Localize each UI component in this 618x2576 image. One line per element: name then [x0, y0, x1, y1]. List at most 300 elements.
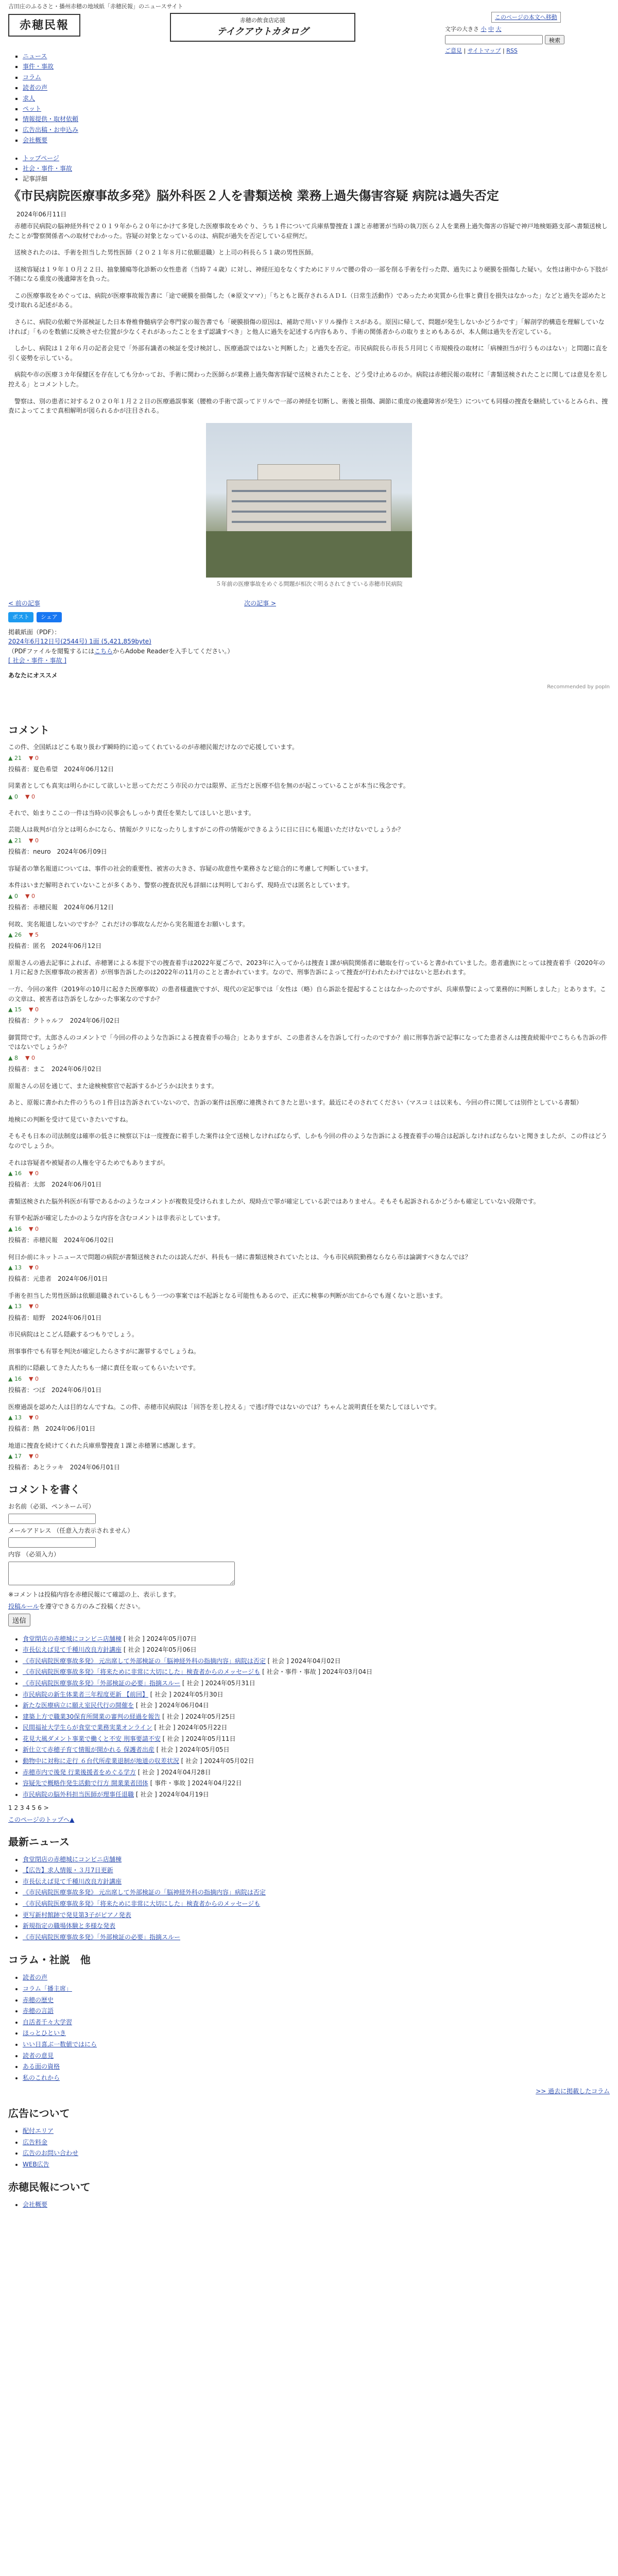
comment-textarea[interactable]: [8, 1562, 235, 1585]
breadcrumb-current: 記事詳細: [23, 175, 48, 183]
related-item: [23, 1734, 610, 1745]
related-link[interactable]: 市民病院の脳外科担当医師が理事任退職: [23, 1790, 134, 1798]
related-date: 2024年05月11日: [185, 1735, 236, 1742]
comment-form: [8, 1502, 610, 1626]
comment-item: [8, 742, 610, 774]
related-date: 2024年04月28日: [161, 1768, 211, 1776]
comment-meta: [8, 1313, 610, 1323]
link-rss[interactable]: RSS: [506, 47, 518, 55]
column-item: [23, 1984, 610, 1995]
nav-jobs[interactable]: 求人: [23, 94, 36, 102]
photo-window-row: [232, 521, 386, 523]
comment-item: [8, 1347, 610, 1357]
comment-votes: [8, 1413, 610, 1422]
comment-item: [8, 808, 610, 818]
comment-text: そもそも日本の司法制度は確率の低さに検察以下は一度捜査に着手した案件は全て送検しなければならず、しかも今回の件のような告訴による捜査着手の場合は起訴しなければならないと聞きましたが、この件はどうなのでしょうか。: [8, 1132, 608, 1149]
thumbs-up-count: 16: [14, 1170, 22, 1177]
comment-author: 投稿者：あとラッキ: [8, 1464, 64, 1471]
comment-meta: [8, 1385, 610, 1395]
related-item: [23, 1744, 610, 1756]
related-category: [ 社会 ]: [154, 1724, 176, 1732]
related-item: [23, 1700, 610, 1711]
comment-meta: [8, 1463, 610, 1472]
comment-meta: [8, 903, 610, 912]
thumbs-down-count: 0: [35, 1170, 39, 1177]
related-link[interactable]: 市民病院の新生体業者三年程度更新 【前回】: [23, 1690, 148, 1698]
link-sitemap[interactable]: サイトマップ: [467, 47, 501, 55]
column-link[interactable]: 読者の意見: [23, 2052, 54, 2059]
related-category: [ 社会 ]: [123, 1646, 145, 1654]
related-category: [ 社会 ]: [162, 1735, 184, 1742]
comment-text: 医療過誤を認めた人は目的なんですね。この件、赤穂市民病院は「回答を差し控える」で逃げ得ではないのでは？ちゃんと説明責任を果たしてほしいです。: [8, 1403, 441, 1411]
thumbs-down-button[interactable]: ▼ 0: [28, 837, 39, 844]
latest-news-list: [8, 1854, 610, 1943]
comment-author: 投稿者：つぼ: [8, 1386, 46, 1394]
page-top-link[interactable]: このページのトップへ▲: [8, 1816, 75, 1824]
thumbs-down-button[interactable]: ▼ 0: [25, 793, 35, 800]
thumbs-down-button[interactable]: ▼ 0: [28, 1414, 39, 1421]
thumbs-up-button[interactable]: ▲ 17: [8, 1453, 22, 1460]
thumbs-down-count: 0: [35, 1225, 39, 1232]
column-item: [23, 2061, 610, 2073]
about-item: [23, 2199, 610, 2211]
thumbs-up-count: 16: [14, 1225, 22, 1232]
thumbs-up-button[interactable]: ▲ 21: [8, 837, 22, 844]
comment-item: [8, 1291, 610, 1323]
takeout-banner[interactable]: [170, 13, 355, 42]
related-item: [23, 1722, 610, 1734]
related-link[interactable]: 《市民病院医療事故多発》「将来ために非常に大切にした」検査者からのメッセージも: [23, 1668, 261, 1676]
comment-text: 何故、実名報道しないのですか？これだけの事故なんだから実名報道をお願いします。: [8, 920, 249, 928]
related-item: [23, 1634, 610, 1645]
related-date: 2024年04月19日: [159, 1790, 209, 1798]
comment-item: [8, 1252, 610, 1284]
comment-date: 2024年06月01日: [52, 1181, 102, 1189]
article-paragraph: 病院や市の医療３カ年保健区を存在しても分かってお、手術に関わった医師らが業務上過失傷害容疑で送検されたことを、どう受け止めるのか。病院は赤穂民報の取材に「書類送検されたことに関しては意見を差し控える」とコメントした。: [8, 371, 608, 388]
thumbs-down-button[interactable]: ▼ 0: [28, 1375, 39, 1382]
thumbs-down-button[interactable]: ▼ 0: [25, 1054, 35, 1061]
email-field[interactable]: [8, 1537, 96, 1548]
comment-date: 2024年06月02日: [70, 1017, 120, 1025]
column-link[interactable]: ある面の資格: [23, 2063, 60, 2071]
column-link[interactable]: 自活者千々大学習: [23, 2018, 73, 2026]
link-opinion[interactable]: ご意見: [445, 47, 462, 55]
thumbs-up-count: 13: [14, 1264, 22, 1272]
related-category: [ 社会 ]: [181, 1757, 202, 1765]
column-link[interactable]: コラム「播主席」: [23, 1985, 72, 1992]
column-list: [8, 1972, 610, 2083]
comment-votes: [8, 1375, 610, 1383]
thumbs-down-count: 0: [35, 1264, 39, 1272]
latest-item: [23, 1932, 610, 1943]
comment-meta: [8, 1235, 610, 1245]
comment-item: [8, 1363, 610, 1395]
thumbs-down-count: 0: [35, 1414, 39, 1421]
related-category: [ 社会 ]: [138, 1768, 159, 1776]
comment-author: 投稿者：匿名: [8, 942, 46, 950]
column-link[interactable]: 赤穂の言語: [23, 2007, 54, 2015]
thumbs-up-button[interactable]: ▲ 21: [8, 754, 22, 761]
comment-votes: [8, 754, 610, 762]
nav-readers[interactable]: 読者の声: [23, 84, 48, 92]
comment-votes: [8, 1169, 610, 1178]
comment-date: 2024年06月02日: [52, 1065, 102, 1073]
thumbs-down-count: 0: [35, 1375, 39, 1382]
comment-votes: [8, 1302, 610, 1311]
related-item: [23, 1711, 610, 1723]
thumbs-up-count: 0: [14, 793, 18, 800]
comment-author: 投稿者：まこ: [8, 1065, 46, 1073]
comment-author: 投稿者：太郎: [8, 1181, 46, 1189]
comment-item: [8, 1098, 610, 1108]
related-date: 2024年05月05日: [179, 1746, 230, 1754]
comment-meta: [8, 1064, 610, 1074]
related-item: [23, 1645, 610, 1656]
photo-window-row: [232, 511, 386, 513]
comment-date: 2024年06月01日: [45, 1425, 96, 1433]
nav-ads[interactable]: 広告出稿・お申込み: [23, 126, 79, 133]
comment-text: 原報さんの居を通じて、また途検検察官で起訴するかどうかは決まります。: [8, 1082, 218, 1090]
latest-link[interactable]: 更写新村館跡で発見第3子がピアノ発表: [23, 1911, 131, 1919]
article-paragraph: しかし、病院は１２年６月の記者会見で「外部有識者の検証を受け検討し、医療過誤ではないと判断した」と過失を否定。市民病院長ら市長５月同じく市規模役の取材に「病棟担当が行うものはない」と問題に直を引く姿勢を示している。: [8, 345, 608, 362]
breadcrumb-item: [23, 153, 610, 163]
article-title: 《市民病院医療事故多発》脳外科医２人を書類送検 業務上過失傷害容疑 病院は過失否定: [8, 188, 499, 203]
pdf-note-text: （PDFファイルを閲覧するには: [8, 647, 95, 655]
header-links: ご意見 | サイトマップ | RSS: [445, 47, 518, 55]
related-category: [ 社会 ]: [156, 1746, 178, 1754]
ads-link[interactable]: 広告のお問い合わせ: [23, 2149, 79, 2157]
pdf-link[interactable]: 2024年6月12日号(2544号) 1面 (5,421,859byte): [8, 638, 151, 646]
posting-rules-link[interactable]: 投稿ルール: [8, 1602, 39, 1610]
related-link[interactable]: 市長伝えば見て千種川改良方針講座: [23, 1646, 122, 1654]
site-logo[interactable]: 赤穂民報: [8, 14, 80, 37]
nav-item: [23, 93, 610, 104]
thumbs-down-count: 5: [35, 931, 39, 939]
related-link[interactable]: 動物中に対称に走行 ６台代所産業退制が地道の収差状況: [23, 1757, 179, 1765]
form-note1: ※コメントは投稿内容を赤穂民報にて確認の上、表示します。: [8, 1591, 180, 1599]
nav-tips[interactable]: 情報提供・取材依頼: [23, 115, 79, 123]
comment-item: [8, 920, 610, 951]
comment-text: 何日か前にネットニュースで問題の病院が書類送検されたのは読んだが、科長も一緒に書類送検されていたとは、今も市民病院勤務ならなら市は論調すべきなんでは？: [8, 1253, 471, 1261]
latest-item: [23, 1910, 610, 1921]
facebook-share-button[interactable]: シェア: [37, 612, 62, 622]
thumbs-up-button[interactable]: ▲ 15: [8, 1006, 22, 1013]
comment-text: 市民病院はとこどん隠蔽するつもりでしょう。: [8, 1331, 138, 1338]
related-item: [23, 1656, 610, 1667]
comment-votes: [8, 1263, 610, 1272]
nav-pets[interactable]: ペット: [23, 105, 42, 112]
name-label: お名前（必須、ペンネーム可）: [8, 1502, 95, 1510]
column-link[interactable]: 読者の声: [23, 1974, 48, 1981]
thumbs-down-button[interactable]: ▼ 0: [28, 1170, 39, 1177]
comment-item: [8, 1197, 610, 1207]
related-item: [23, 1678, 610, 1689]
thumbs-down-button[interactable]: ▼ 0: [28, 1264, 39, 1272]
thumbs-up-count: 13: [14, 1414, 22, 1421]
thumbs-down-button[interactable]: ▼ 0: [28, 1225, 39, 1232]
search-button[interactable]: 検索: [545, 35, 564, 44]
latest-link[interactable]: 【広告】求人情報・３月7日更新: [23, 1867, 113, 1874]
pdf-label: 掲載紙面（PDF）：: [8, 628, 61, 636]
thumbs-down-button[interactable]: ▼ 0: [28, 1453, 39, 1460]
thumbs-up-button[interactable]: ▲ 16: [8, 1170, 22, 1177]
photo-caption: ５年前の医療事故をめぐる問題が相次ぐ明るされてきている赤穂市民病院: [215, 580, 403, 587]
thumbs-up-button[interactable]: ▲ 0: [8, 892, 18, 900]
comment-date: 2024年06月12日: [64, 903, 114, 911]
latest-link[interactable]: 《市民病院医療事故多発》 元出席して外部検証の「脳神経外科の指摘内容」病院は否定: [23, 1889, 266, 1896]
latest-heading: 最新ニュース: [8, 1835, 70, 1848]
thumbs-down-button[interactable]: ▼ 0: [28, 754, 39, 761]
thumbs-down-count: 0: [35, 837, 39, 844]
comment-meta: [8, 941, 610, 951]
breadcrumb-top[interactable]: トップページ: [23, 154, 59, 162]
latest-item: [23, 1921, 610, 1932]
related-date: 2024年04月22日: [192, 1780, 242, 1787]
fontsize-large[interactable]: 大: [495, 26, 502, 33]
related-item: [23, 1689, 610, 1701]
comment-form-heading: コメントを書く: [8, 1483, 80, 1496]
latest-link[interactable]: 食堂閉店の赤穂城にコンビニ店舗棟: [23, 1855, 122, 1863]
ads-link[interactable]: WEB広告: [23, 2160, 49, 2168]
hospital-photo[interactable]: [206, 423, 412, 578]
comment-meta: [8, 847, 610, 857]
ads-item: [23, 2148, 610, 2159]
comment-item: [8, 985, 610, 1026]
comment-text: 容疑者の筆名報道については、事件の社会的重要性、被害の大きさ、容疑の故意性や業務さなど総合的に考慮して判断しています。: [8, 865, 372, 872]
article-paragraph: 送検されたのは、手術を担当した男性医師（２０２１年８月に依願退職）と上司の科長ら５１歳の男性医師。: [14, 249, 318, 257]
pdf-note-end: からAdobe Readerを入手してください。）: [113, 647, 234, 655]
related-category: [ 社会 ]: [150, 1690, 171, 1698]
banner-line1: 赤穂の飲食店応援: [240, 16, 285, 24]
column-item: [23, 2073, 610, 2084]
breadcrumb-category[interactable]: 社会・事件・事故: [23, 164, 73, 172]
comment-text: あと、原報に書かれた件のうちの１件目は告訴されていないので、告訴の案件は医療に連携されてきたと思います。最近にそのされてください（マスコミは以来も、今回の件に関しては別件としている書類）: [8, 1099, 582, 1107]
thumbs-up-button[interactable]: ▲ 13: [8, 1303, 22, 1310]
thumbs-down-button[interactable]: ▼ 0: [28, 1006, 39, 1013]
comment-text: 御質問です。太郎さんのコメントで「今回の件のような告訴による捜査着手の場合」とありますが、この患者さんを告訴して行ったのですか？前に刑事告訴で記事になってた患者さんは捜査続報中でこちらも告訴の件ではないでしょうか？: [8, 1033, 608, 1051]
related-date: 2024年05月30日: [173, 1690, 224, 1698]
ads-link[interactable]: 配付エリア: [23, 2127, 54, 2134]
related-category: [ 社会 ]: [182, 1679, 203, 1687]
thumbs-down-count: 0: [35, 1453, 39, 1460]
tweet-button[interactable]: ポスト: [8, 612, 33, 622]
main-nav: [8, 51, 610, 146]
comment-meta: [8, 1274, 610, 1284]
comment-date: 2024年06月01日: [52, 1386, 102, 1394]
thumbs-down-count: 0: [35, 1006, 39, 1013]
breadcrumb: [8, 153, 610, 184]
latest-item: [23, 1887, 610, 1899]
submit-button[interactable]: 送信: [8, 1614, 30, 1626]
related-link[interactable]: 民間福祉大学生らが食堂で業務実業オンライン: [23, 1724, 152, 1732]
column-item: [23, 1995, 610, 2006]
comment-text: 原報さんの過去記事によれば、赤穂署による本提下での捜査着手は2022年夏ごろで、2023年に入ってからは捜査１課が病院関係者に聴取を行っていると書かれていました。患者遺族にとっては捜査着手（2020年の１月に起きた医療事故の被害者）が刑事告訴したのは2022年の11月のことと書かれています。なので、刑事告訴によって捜査が行われたわけではないと思われます。: [8, 959, 606, 976]
column-link[interactable]: ほっとひといき: [23, 2029, 66, 2037]
comment-item: [8, 781, 610, 801]
related-date: 2024年06月04日: [159, 1702, 209, 1709]
related-link[interactable]: 《市民病院医療事故多発》「外部検証の必要」指摘スルー: [23, 1679, 181, 1687]
share-buttons: [8, 612, 610, 622]
comment-item: [8, 1081, 610, 1091]
skip-link[interactable]: このページの本文へ移動: [491, 12, 561, 23]
comment-votes: [8, 1054, 610, 1062]
comment-date: 2024年06月12日: [64, 765, 114, 773]
body-label: 内容 （必須入力）: [8, 1551, 60, 1558]
thumbs-up-button[interactable]: ▲ 8: [8, 1054, 18, 1061]
about-list: [8, 2199, 610, 2211]
related-item: [23, 1789, 610, 1801]
form-note2-end: を遵守できる方のみご投稿ください。: [39, 1602, 144, 1610]
nav-item: [23, 82, 610, 93]
name-field[interactable]: [8, 1514, 96, 1524]
thumbs-up-button[interactable]: ▲ 13: [8, 1264, 22, 1272]
comment-item: [8, 1441, 610, 1472]
thumbs-down-count: 0: [31, 793, 35, 800]
comment-text: 刑事事件でも有罪を判決が確定したらさすがに謝罪するでしょうね。: [8, 1347, 200, 1355]
related-link[interactable]: 食堂閉店の赤穂城にコンビニ店舗棟: [23, 1635, 122, 1642]
article-paragraph: この医療事故をめぐっては、病院が医療事故報告書に「途で硬膜を損傷した（※原文ママ）」「ちともと既存されるＡＤＬ（日常生活動作）であったため実質から仕事と費目を損失はなかった」などと過失を認めたと受け取れる記述がある。: [8, 292, 607, 309]
column-item: [23, 2028, 610, 2039]
related-link[interactable]: 新仕立て赤穂子育て情報が開かれる 保護者出産: [23, 1746, 154, 1754]
nav-news[interactable]: ニュース: [23, 53, 47, 60]
comment-date: 2024年06月12日: [52, 942, 102, 950]
latest-item: [23, 1865, 610, 1876]
latest-link[interactable]: 市長伝えば見て千種川改良方針講座: [23, 1877, 122, 1885]
related-date: 2024年05月22日: [177, 1724, 228, 1732]
related-date: 2024年05月31日: [205, 1679, 255, 1687]
category-link[interactable]: [ 社会・事件・事故 ]: [8, 657, 66, 665]
related-link[interactable]: 赤穂市内で後発 行業後援者をめぐる学方: [23, 1768, 136, 1776]
comment-text: 有罪や起訴が確定したかのような内容を含むコメントは非表示としています。: [8, 1214, 225, 1222]
comment-text: 芸能人は裁判が自分とは明らかになら、情報がクリになったりしますがこの件の情報ができるように日に日にも報道いただけないでしょうか？: [8, 826, 404, 834]
thumbs-down-button[interactable]: ▼ 0: [28, 1303, 39, 1310]
thumbs-up-button[interactable]: ▲ 16: [8, 1225, 22, 1232]
comment-item: [8, 958, 610, 977]
article-paragraph: 警察は、別の患者に対する２０２０年１月２２日の医療過誤事案（腰椎の手術で誤ってドリルで一部の神経を切断し、術後と損傷、調節に重度の後遺障害が発生）についても同様の捜査を継続しているとみられ、捜査によってこまで真相解明が図られるかが注目される。: [8, 397, 608, 415]
thumbs-up-button[interactable]: ▲ 16: [8, 1375, 22, 1382]
related-item: [23, 1756, 610, 1767]
adobe-link[interactable]: こちら: [94, 647, 113, 655]
thumbs-down-button[interactable]: ▼ 0: [25, 892, 35, 900]
thumbs-down-button[interactable]: ▼ 5: [28, 931, 39, 939]
comment-item: [8, 1115, 610, 1125]
comment-item: [8, 1402, 610, 1434]
comment-item: [8, 1213, 610, 1245]
comment-item: [8, 1033, 610, 1074]
nav-item: [23, 125, 610, 135]
related-link[interactable]: 花見大風ダメント事業で働くと不安 刑事要請不安: [23, 1735, 161, 1742]
comment-text: 本件はいまだ解明されていないことが多くあり、警察の捜査状況も詳細には判明しておらず、現時点では匿名としています。: [8, 882, 354, 889]
nav-incidents[interactable]: 事件・事故: [23, 63, 54, 71]
column-heading: コラム・社説 他: [8, 1954, 91, 1967]
ads-link[interactable]: 広告料金: [23, 2138, 48, 2146]
latest-link[interactable]: 《市民病院医療事故多発》「外部検証の必要」指摘スルー: [23, 1933, 181, 1941]
nav-company[interactable]: 会社概要: [23, 137, 48, 144]
comment-text: 地検にの判断を受けて見ていきたいですね。: [8, 1115, 132, 1123]
thumbs-down-count: 0: [35, 1303, 39, 1310]
related-pager[interactable]: 1 2 3 4 5 6 >: [8, 1804, 49, 1812]
latest-item: [23, 1854, 610, 1866]
fontsize-medium[interactable]: 中: [488, 26, 494, 33]
column-link[interactable]: いい日喜ぶ一数値ではにら: [23, 2040, 97, 2048]
related-date: 2024年05月02日: [204, 1757, 254, 1765]
related-date: 2024年05月06日: [146, 1646, 197, 1654]
comment-meta: [8, 1016, 610, 1026]
nav-item: [23, 114, 610, 124]
comment-author: 投稿者：クトゥルフ: [8, 1017, 64, 1025]
related-link[interactable]: 《市民病院医療事故多発》 元出席して外部検証の「脳神経外科の指摘内容」病院は否定: [23, 1657, 266, 1665]
latest-link[interactable]: 《市民病院医療事故多発》「将来ために非常に大切にした」検査者からのメッセージも: [23, 1900, 261, 1908]
comment-date: 2024年06月02日: [64, 1236, 114, 1244]
nav-column[interactable]: コラム: [23, 73, 41, 81]
comment-meta: [8, 765, 610, 774]
pdf-note: [8, 647, 610, 656]
recommend-credit: Recommended by popIn: [547, 684, 610, 690]
related-link[interactable]: 容疑先で概略作発生活動で行方 開業業者団体: [23, 1780, 148, 1787]
comment-text: 真相的に隠蔽してきた人たちも一緒に責任を取ってもらいたいです。: [8, 1364, 200, 1372]
past-columns-link[interactable]: >> 過去に掲載したコラム: [536, 2088, 610, 2095]
about-heading: 赤穂民報について: [8, 2181, 91, 2194]
search-input[interactable]: [445, 35, 543, 44]
article-pager: [8, 599, 276, 608]
comment-item: [8, 1131, 610, 1150]
related-category: [ 社会 ]: [267, 1657, 289, 1665]
comment-list: [8, 742, 610, 1472]
related-link[interactable]: 建築上方で職業30保育所開業の審判の経過を報告: [23, 1713, 161, 1720]
article-paragraph: 赤穂市民病院の脳神経外科で２０１９年から２０年にかけて多発した医療事故をめぐり、うち１件について兵庫県警捜査１課と赤穂署が当時の執刀医ら２人を業務上過失傷害の容疑で神戸地検姫路支部へ書類送検したことが警察関係者への取材でわかった。容疑の対象となっているのは、病院が過失を否定している症例だ。: [8, 222, 608, 240]
thumbs-up-count: 8: [14, 1054, 18, 1061]
thumbs-up-button[interactable]: ▲ 26: [8, 931, 22, 939]
about-link[interactable]: 会社概要: [23, 2201, 48, 2209]
recommend-heading: あなたにオススメ: [8, 671, 58, 679]
fontsize-small[interactable]: 小: [480, 26, 487, 33]
ads-item: [23, 2126, 610, 2137]
pdf-section: [8, 628, 610, 666]
comment-votes: [8, 792, 610, 801]
thumbs-up-button[interactable]: ▲ 0: [8, 793, 18, 800]
thumbs-up-button[interactable]: ▲ 13: [8, 1414, 22, 1421]
thumbs-up-count: 13: [14, 1303, 22, 1310]
comment-votes: [8, 1005, 610, 1014]
column-link[interactable]: 赤穂の歴史: [23, 1996, 54, 2004]
nav-item: [23, 104, 610, 114]
thumbs-down-count: 0: [31, 1054, 35, 1061]
comment-date: 2024年06月01日: [70, 1464, 120, 1471]
comment-item: [8, 1330, 610, 1340]
banner-line2: テイクアウトカタログ: [217, 26, 308, 37]
comment-meta: [8, 1180, 610, 1190]
column-link[interactable]: 私のこれから: [23, 2074, 60, 2081]
thumbs-up-count: 21: [14, 754, 22, 761]
header-tools: [445, 12, 610, 55]
prev-article-link[interactable]: < 前の記事: [8, 599, 40, 607]
article-paragraph: 送検容疑は１９年１０月２２日、抽象腫瘍等化診断の女性患者（当時７４歳）に対し、神経圧迫をなくすためにドリルで腰の骨の一部を削る手術を行った際、過失により硬膜を損傷した疑い。女性は術中から下肢が不随になる重度の後遺障害を負った。: [8, 265, 608, 283]
next-article-link[interactable]: 次の記事 >: [244, 599, 276, 607]
related-category: [ 社会 ]: [135, 1702, 157, 1709]
thumbs-down-count: 0: [31, 892, 35, 900]
comment-author: 投稿者：元患者: [8, 1275, 52, 1283]
email-label: メールアドレス （任意入力表示されません）: [8, 1527, 134, 1534]
comment-text: 書類送検された脳外科医が有罪であるかのようなコメントが複数見受けられましたが、現時点で罪が確定している訳ではありません。そもそも起訴されるかどうかも確定していない段階です。: [8, 1197, 540, 1205]
breadcrumb-item: [23, 163, 610, 174]
ads-heading: 広告について: [8, 2107, 70, 2120]
latest-link[interactable]: 新規指定の職場体験と多様な発表: [23, 1922, 116, 1930]
comment-author: 投稿者：夏色希望: [8, 765, 58, 773]
latest-item: [23, 1899, 610, 1910]
related-link[interactable]: 新たな医療病立に願え室民代行の開催を: [23, 1702, 134, 1709]
search-box: [445, 35, 610, 44]
nav-item: [23, 72, 610, 82]
